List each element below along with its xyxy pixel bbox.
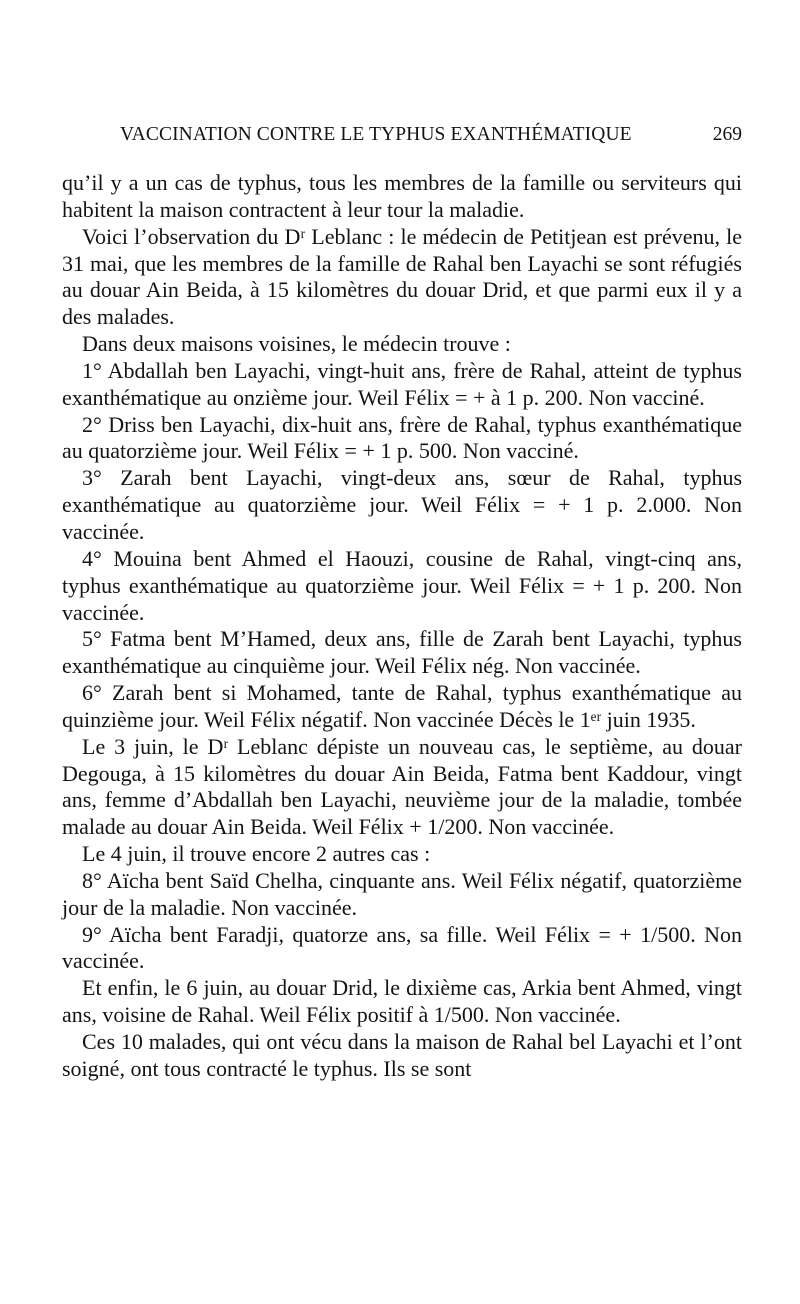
case-6: 6° Zarah bent si Mohamed, tante de Rahal, typhus exanthématique au quinzième jour. Weil Félix négatif. Non vaccinée Décès le 1ᵉʳ juin 1935.	[62, 680, 742, 732]
paragraph-conclusion: Ces 10 malades, qui ont vécu dans la maison de Rahal bel Layachi et l’ont soigné, ont tous contracté le typhus. Ils se sont	[62, 1029, 742, 1081]
case-5: 5° Fatma bent M’Hamed, deux ans, fille de Zarah bent Layachi, typhus exanthématique au cinquième jour. Weil Félix nég. Non vaccinée.	[62, 626, 742, 679]
case-8: 8° Aïcha bent Saïd Chelha, cinquante ans. Weil Félix négatif, quatorzième jour de la maladie. Non vaccinée.	[62, 867, 742, 920]
body-text	[62, 170, 742, 1083]
running-title: VACCINATION CONTRE LE TYPHUS EXANTHÉMATIQUE	[120, 124, 632, 145]
case-3: 3° Zarah bent Layachi, vingt-deux ans, sœur de Rahal, typhus exanthématique au quatorzième jour. Weil Félix = + 1 p. 2.000. Non vaccinée.	[62, 465, 742, 544]
paragraph-intro-list: Dans deux maisons voisines, le médecin trouve :	[82, 331, 511, 357]
case-9: 9° Aïcha bent Faradji, quatorze ans, sa fille. Weil Félix = + 1/500. Non vaccinée.	[62, 921, 742, 974]
case-4: 4° Mouina bent Ahmed el Haouzi, cousine de Rahal, vingt-cinq ans, typhus exanthématique au quatorzième jour. Weil Félix = + 1 p. 200. Non vaccinée.	[62, 545, 742, 625]
case-10-paragraph: Et enfin, le 6 juin, au douar Drid, le dixième cas, Arkia bent Ahmed, vingt ans, voisine de Rahal. Weil Félix positif à 1/500. Non vaccinée.	[62, 975, 742, 1028]
running-head	[120, 124, 742, 154]
paragraph-observation: Voici l’observation du Dʳ Leblanc : le médecin de Petitjean est prévenu, le 31 mai, que les membres de la famille de Rahal ben Layachi se sont réfugiés au douar Ain Beida, à 15 kilomètres du douar Drid, et que parmi eux il y a des malades.	[62, 223, 742, 330]
case-1: 1° Abdallah ben Layachi, vingt-huit ans, frère de Rahal, atteint de typhus exanthématique au onzième jour. Weil Félix = + à 1 p. 200. Non vacciné.	[62, 357, 742, 410]
case-7-paragraph: Le 3 juin, le Dʳ Leblanc dépiste un nouveau cas, le septième, au douar Degouga, à 15 kilomètres du douar Ain Beida, Fatma bent Kaddour, vingt ans, femme d’Abdallah ben Layachi, neuvième jour de la maladie, tombée malade au douar Ain Beida. Weil Félix + 1/200. Non vaccinée.	[62, 733, 742, 840]
paragraph-continuation: qu’il y a un cas de typhus, tous les membres de la famille ou serviteurs qui habitent la maison contractent à leur tour la maladie.	[62, 170, 742, 222]
case-2: 2° Driss ben Layachi, dix-huit ans, frère de Rahal, typhus exanthématique au quatorzième jour. Weil Félix = + 1 p. 500. Non vacciné.	[62, 411, 742, 464]
paragraph-june-4: Le 4 juin, il trouve encore 2 autres cas :	[82, 841, 431, 867]
page-number: 269	[712, 124, 742, 145]
